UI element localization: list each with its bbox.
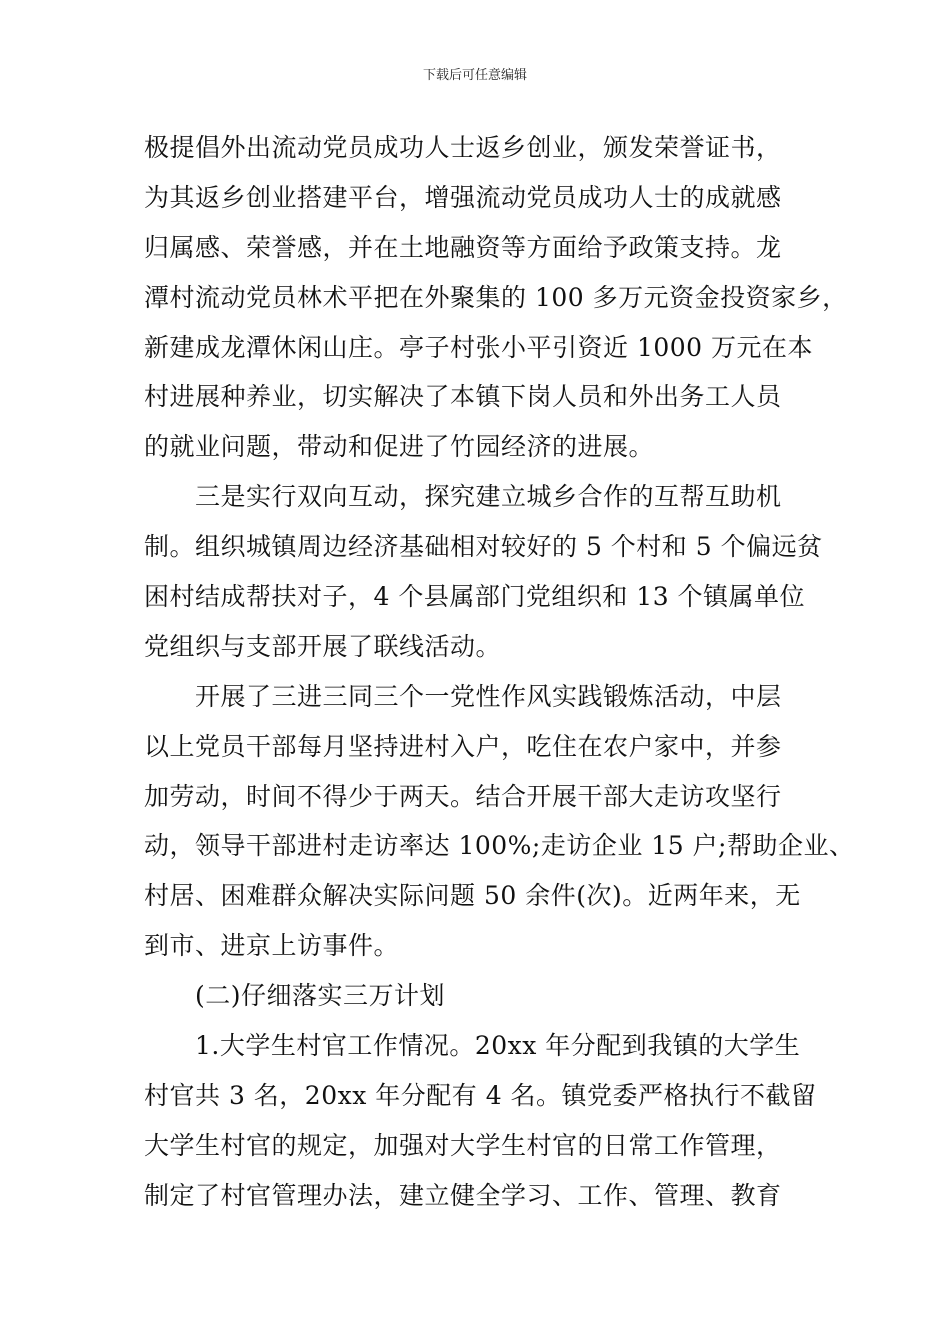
text-line: 党组织与支部开展了联线活动。 bbox=[144, 631, 502, 661]
text-line: 潭村流动党员林术平把在外聚集的 100 多万元资金投资家乡， bbox=[144, 282, 848, 312]
text-line: 1.大学生村官工作情况。20xx 年分配到我镇的大学生 bbox=[144, 1031, 801, 1061]
text-line: 大学生村官的规定，加强对大学生村官的日常工作管理， bbox=[144, 1130, 782, 1160]
text-line: 为其返乡创业搭建平台，增强流动党员成功人士的成就感 bbox=[144, 182, 782, 212]
text-line: 村进展种养业，切实解决了本镇下岗人员和外出务工人员 bbox=[144, 382, 782, 412]
text-line: 三是实行双向互动，探究建立城乡合作的互帮互助机 bbox=[144, 482, 782, 512]
text-line: 村官共 3 名，20xx 年分配有 4 名。镇党委严格执行不截留 bbox=[144, 1080, 817, 1110]
text-line: 以上党员干部每月坚持进村入户，吃住在农户家中，并参 bbox=[144, 731, 782, 761]
text-line: 制。组织城镇周边经济基础相对较好的 5 个村和 5 个偏远贫 bbox=[144, 532, 823, 562]
text-line: 动，领导干部进村走访率达 100%;走访企业 15 户;帮助企业、 bbox=[144, 831, 855, 861]
text-line: 归属感、荣誉感，并在土地融资等方面给予政策支持。龙 bbox=[144, 232, 782, 262]
document-body bbox=[144, 123, 855, 1221]
text-line: 新建成龙潭休闲山庄。亭子村张小平引资近 1000 万元在本 bbox=[144, 332, 814, 362]
page-header: 下载后可任意编辑 bbox=[422, 68, 527, 83]
text-line: 制定了村官管理办法，建立健全学习、工作、管理、教育 bbox=[144, 1180, 782, 1210]
text-line: 村居、困难群众解决实际问题 50 余件(次)。近两年来，无 bbox=[144, 881, 801, 911]
text-line: 的就业问题，带动和促进了竹园经济的进展。 bbox=[144, 432, 655, 462]
text-line: 到市、进京上访事件。 bbox=[144, 931, 400, 961]
text-line: 开展了三进三同三个一党性作风实践锻炼活动，中层 bbox=[144, 681, 782, 711]
text-line: 加劳动，时间不得少于两天。结合开展干部大走访攻坚行 bbox=[144, 781, 782, 811]
text-line: 极提倡外出流动党员成功人士返乡创业，颁发荣誉证书， bbox=[144, 133, 782, 162]
text-line: 困村结成帮扶对子，4 个县属部门党组织和 13 个镇属单位 bbox=[144, 582, 806, 612]
text-line: (二)仔细落实三万计划 bbox=[144, 981, 446, 1011]
